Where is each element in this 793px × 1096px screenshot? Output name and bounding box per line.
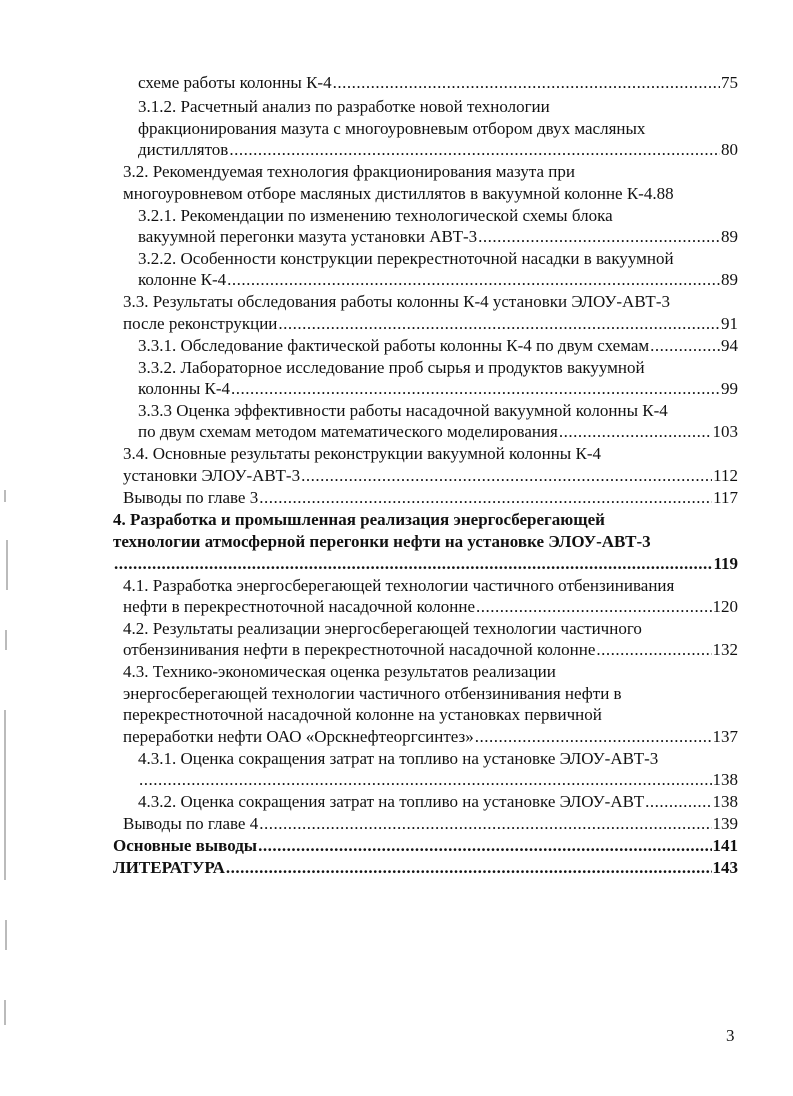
dot-leader xyxy=(231,378,720,399)
toc-entry: Выводы по главе 4 ..... 139 xyxy=(123,813,738,834)
dot-leader xyxy=(278,313,720,334)
page-ref: 91 xyxy=(721,314,738,333)
dot-leader xyxy=(258,835,711,856)
page-ref: 80 xyxy=(721,140,738,159)
page-ref: 89 xyxy=(721,270,738,289)
page-ref: 137 xyxy=(712,727,738,746)
dot-leader xyxy=(259,487,712,508)
toc-entry: колонне К-4 ..... 89 xyxy=(138,269,738,290)
page-ref: 141 xyxy=(712,836,738,855)
toc-entry: фракционирования мазута с многоуровневым отбором двух масляных xyxy=(138,119,646,138)
toc-entry: 3.2.2. Особенности конструкции перекрестноточной насадки в вакуумной xyxy=(138,249,674,268)
page-ref: 112 xyxy=(713,466,738,485)
page-ref: 94 xyxy=(721,336,738,355)
dot-leader xyxy=(476,596,712,617)
dot-leader xyxy=(478,226,720,247)
dot-leader xyxy=(259,813,711,834)
dot-leader xyxy=(139,769,712,790)
page-ref: 99 xyxy=(721,379,738,398)
dot-leader xyxy=(559,421,712,442)
page-ref: 103 xyxy=(712,422,738,441)
toc-chapter-heading: 4. Разработка и промышленная реализация энергосберегающей xyxy=(113,510,605,529)
toc-entry: 3.3. Результаты обследования работы колонны К-4 установки ЭЛОУ-АВТ-3 xyxy=(123,292,670,311)
toc-entry: отбензинивания нефти в перекрестноточной насадочной колонне ..... 132 xyxy=(123,639,738,660)
toc-entry: вакуумной перегонки мазута установки АВТ-3 ..... 89 xyxy=(138,226,738,247)
toc-entry: 3.1.2. Расчетный анализ по разработке новой технологии xyxy=(138,97,550,116)
dot-leader xyxy=(229,139,720,160)
toc-entry: 4.1. Разработка энергосберегающей технологии частичного отбензинивания xyxy=(123,576,675,595)
toc-entry: 3.4. Основные результаты реконструкции вакуумной колонны К-4 xyxy=(123,444,601,463)
page-ref: 120 xyxy=(712,597,738,616)
scan-edge-marks xyxy=(0,480,16,1060)
dot-leader xyxy=(301,465,712,486)
page-ref: 117 xyxy=(713,488,738,507)
dot-leader xyxy=(475,726,712,747)
toc-entry: 4.3. Технико-экономическая оценка результатов реализации xyxy=(123,662,556,681)
toc-entry: после реконструкции ..... 91 xyxy=(123,313,738,334)
toc-entry: 3.2. Рекомендуемая технология фракционирования мазута при xyxy=(123,162,575,181)
toc-entry: по двум схемам методом математического моделирования ..... 103 xyxy=(138,421,738,442)
page-ref: 119 xyxy=(713,554,738,573)
dot-leader xyxy=(650,335,720,356)
toc-entry: Выводы по главе 3 ..... 117 xyxy=(123,487,738,508)
toc-entry: нефти в перекрестноточной насадочной колонне ..... 120 xyxy=(123,596,738,617)
toc-entry xyxy=(113,553,738,574)
toc-entry: 3.3.3 Оценка эффективности работы насадочной вакуумной колонны К-4 xyxy=(138,401,668,420)
page-ref: 138 xyxy=(712,770,738,789)
toc-entry: Основные выводы ..... 141 xyxy=(113,835,738,856)
page-number: 3 xyxy=(726,1026,735,1045)
toc-entry: колонны К-4 ..... 99 xyxy=(138,378,738,399)
toc-entry: установки ЭЛОУ-АВТ-3 ..... 112 xyxy=(123,465,738,486)
page-ref: 88 xyxy=(656,184,674,203)
toc-entry: дистиллятов ..... 80 xyxy=(138,139,738,160)
dot-leader xyxy=(645,791,711,812)
toc-entry: 4.3.1. Оценка сокращения затрат на топливо на установке ЭЛОУ-АВТ-3 xyxy=(138,749,659,768)
toc-entry: перекрестноточной насадочной колонне на установках первичной xyxy=(123,705,602,724)
toc-entry: 3.2.1. Рекомендации по изменению технологической схемы блока xyxy=(138,206,613,225)
toc-entry: ЛИТЕРАТУРА ..... 143 xyxy=(113,857,738,878)
toc-entry: энергосберегающей технологии частичного отбензинивания нефти в xyxy=(123,684,622,703)
page-ref: 75 xyxy=(721,73,738,92)
toc-entry: 3.3.2. Лабораторное исследование проб сырья и продуктов вакуумной xyxy=(138,358,645,377)
toc-chapter-heading: технологии атмосферной перегонки нефти на установке ЭЛОУ-АВТ-3 xyxy=(113,532,651,551)
dot-leader xyxy=(333,72,720,93)
dot-leader xyxy=(114,553,712,574)
dot-leader xyxy=(596,639,711,660)
toc-entry xyxy=(138,769,738,790)
toc-entry: переработки нефти ОАО «Орскнефтеоргсинтез» ..... 137 xyxy=(123,726,738,747)
dot-leader xyxy=(227,269,720,290)
toc-entry: многоуровневом отборе масляных дистиллятов в вакуумной колонне К-4. 88 xyxy=(123,184,674,203)
toc-entry: 4.3.2. Оценка сокращения затрат на топливо на установке ЭЛОУ-АВТ ..... 138 xyxy=(138,791,738,812)
page-ref: 139 xyxy=(712,814,738,833)
page-ref: 132 xyxy=(712,640,738,659)
toc-entry: 4.2. Результаты реализации энергосберегающей технологии частичного xyxy=(123,619,642,638)
toc-entry: схеме работы колонны К-4 ..... 75 xyxy=(138,72,738,93)
page-ref: 89 xyxy=(721,227,738,246)
page-ref: 143 xyxy=(712,858,738,877)
page-ref: 138 xyxy=(712,792,738,811)
toc-entry: 3.3.1. Обследование фактической работы колонны К-4 по двум схемам ..... 94 xyxy=(138,335,738,356)
dot-leader xyxy=(226,857,712,878)
